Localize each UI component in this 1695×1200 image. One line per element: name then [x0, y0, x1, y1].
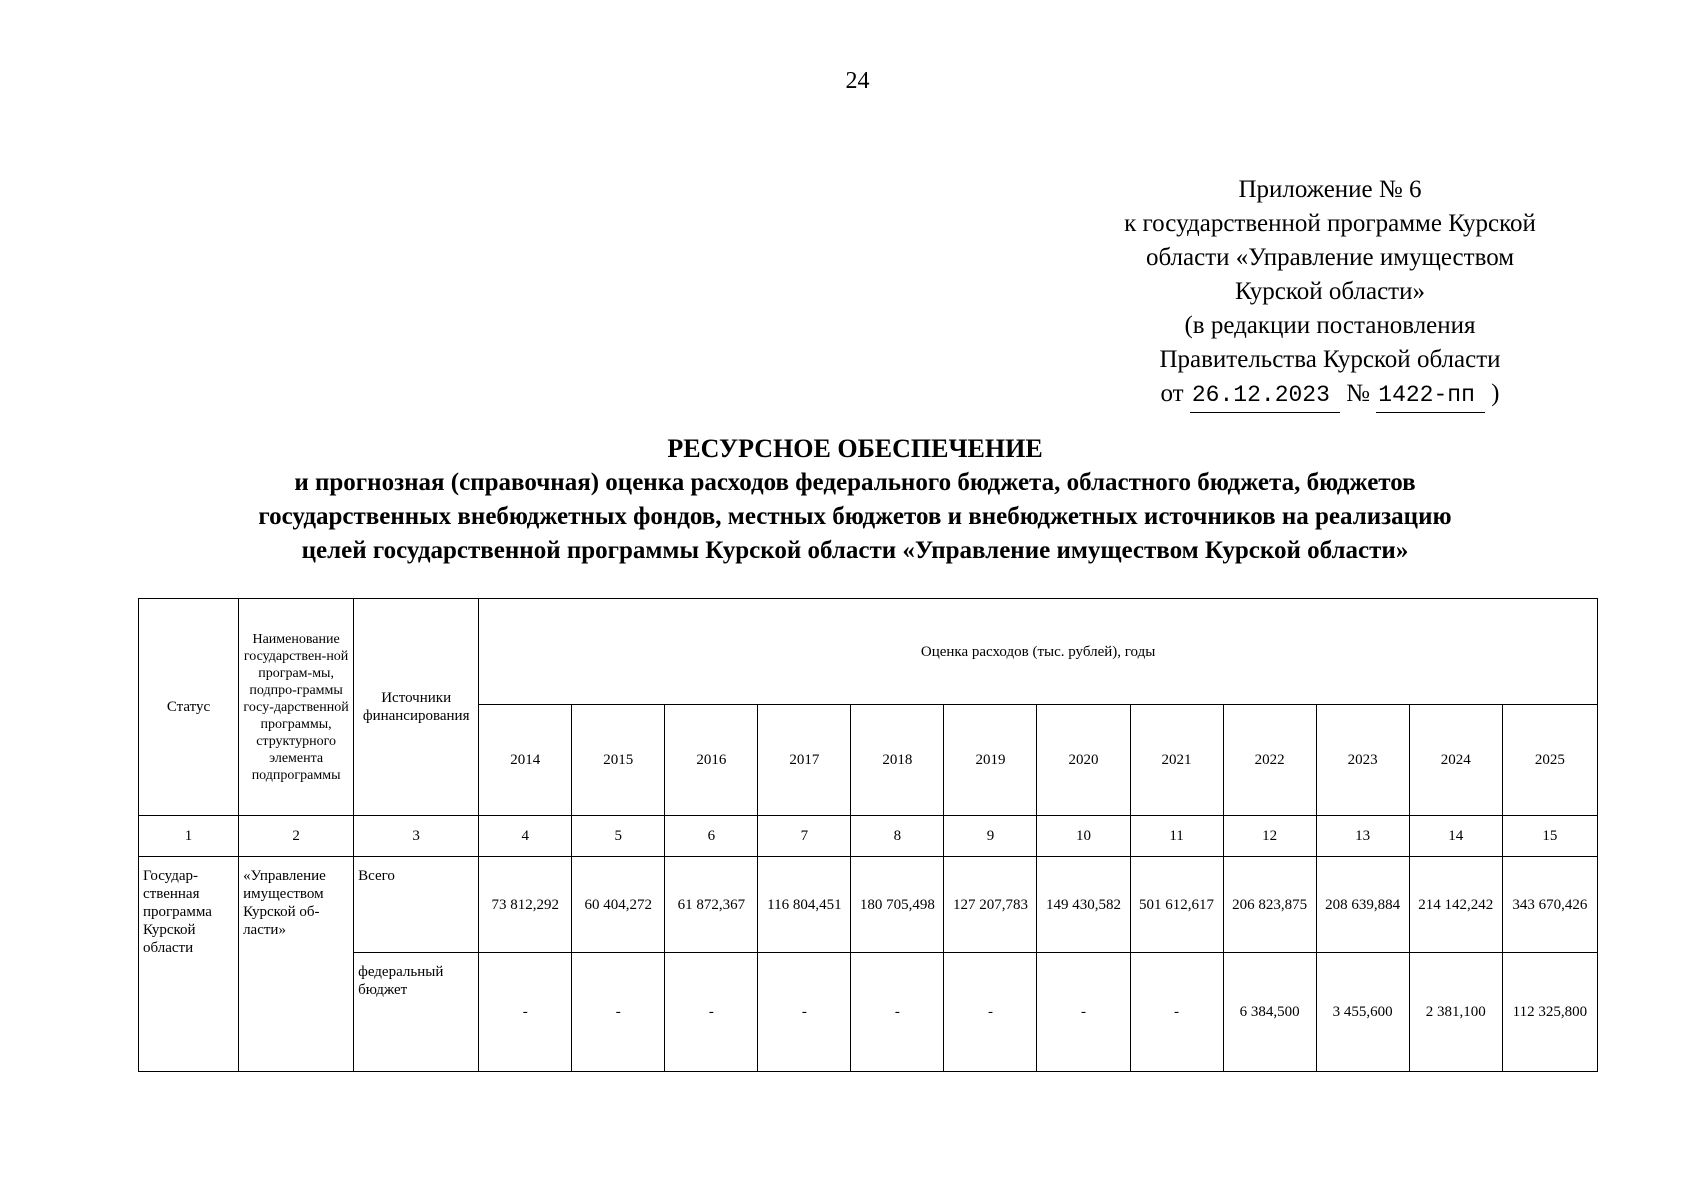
column-number: 10 — [1037, 816, 1130, 857]
column-number: 14 — [1409, 816, 1502, 857]
header-status: Статус — [139, 599, 239, 816]
appendix-line: (в редакции постановления — [1184, 312, 1476, 339]
document-title — [140, 432, 1570, 568]
title-line: и прогнозная (справочная) оценка расходов федерального бюджета, областного бюджета, бюджетов — [294, 469, 1416, 496]
page-number: 24 — [845, 68, 870, 94]
title-line: государственных внебюджетных фондов, местных бюджетов и внебюджетных источников на реализацию — [258, 503, 1452, 530]
year-cell: 2022 — [1223, 705, 1316, 816]
decree-date: 26.12.2023 — [1190, 378, 1340, 413]
value-cell: 116 804,451 — [758, 857, 851, 953]
appendix-line: области «Управление имуществом — [1145, 244, 1515, 271]
value-cell: - — [1037, 953, 1130, 1072]
column-number: 2 — [239, 816, 354, 857]
value-cell: 127 207,783 — [944, 857, 1037, 953]
value-cell: 343 670,426 — [1502, 857, 1597, 953]
value-cell: 112 325,800 — [1502, 953, 1597, 1072]
column-number: 4 — [479, 816, 572, 857]
column-number: 9 — [944, 816, 1037, 857]
table-row — [139, 857, 1598, 953]
column-number: 13 — [1316, 816, 1409, 857]
value-cell: 61 872,367 — [665, 857, 758, 953]
value-cell: 180 705,498 — [851, 857, 944, 953]
column-number: 11 — [1130, 816, 1223, 857]
value-cell: - — [851, 953, 944, 1072]
table-row — [139, 953, 1598, 1072]
column-number: 1 — [139, 816, 239, 857]
header-estimate: Оценка расходов (тыс. рублей), годы — [479, 599, 1598, 705]
value-cell: 2 381,100 — [1409, 953, 1502, 1072]
value-cell: - — [665, 953, 758, 1072]
value-cell: 73 812,292 — [479, 857, 572, 953]
value-cell: 6 384,500 — [1223, 953, 1316, 1072]
value-cell: 60 404,272 — [572, 857, 665, 953]
year-cell: 2023 — [1316, 705, 1409, 816]
year-cell: 2014 — [479, 705, 572, 816]
value-cell: 206 823,875 — [1223, 857, 1316, 953]
from-label: от — [1160, 380, 1184, 407]
row-source: федеральный бюджет — [354, 953, 479, 1072]
number-label: № — [1346, 380, 1371, 407]
year-cell: 2024 — [1409, 705, 1502, 816]
value-cell: 208 639,884 — [1316, 857, 1409, 953]
row-name: «Управление имуществом Курской об-ласти» — [239, 857, 354, 1072]
appendix-line: Правительства Курской области — [1159, 346, 1501, 373]
value-cell: - — [479, 953, 572, 1072]
appendix-line: Приложение № 6 — [1238, 176, 1422, 203]
year-cell: 2021 — [1130, 705, 1223, 816]
year-cell: 2015 — [572, 705, 665, 816]
year-cell: 2018 — [851, 705, 944, 816]
appendix-block — [1080, 173, 1580, 413]
decree-number: 1422-пп — [1376, 378, 1485, 413]
close-paren: ) — [1491, 380, 1500, 407]
resource-table — [138, 598, 1598, 1072]
title-line: целей государственной программы Курской области «Управление имуществом Курской области» — [301, 537, 1409, 564]
table-header-row — [139, 599, 1598, 705]
value-cell: 3 455,600 — [1316, 953, 1409, 1072]
row-status: Государ-ственная программа Курской области — [139, 857, 239, 1072]
main-title: РЕСУРСНОЕ ОБЕСПЕЧЕНИЕ — [667, 434, 1043, 463]
value-cell: 501 612,617 — [1130, 857, 1223, 953]
column-number: 5 — [572, 816, 665, 857]
column-number: 6 — [665, 816, 758, 857]
header-name: Наименование государствен-ной програм-мы, подпро-граммы госу-дарственной программы, структурного элемента подпрограммы — [239, 599, 354, 816]
value-cell: 149 430,582 — [1037, 857, 1130, 953]
appendix-line: Курской области» — [1235, 278, 1425, 305]
table-index-row — [139, 816, 1598, 857]
year-cell: 2017 — [758, 705, 851, 816]
column-number: 3 — [354, 816, 479, 857]
header-sources: Источники финансирования — [354, 599, 479, 816]
value-cell: - — [944, 953, 1037, 1072]
column-number: 8 — [851, 816, 944, 857]
value-cell: 214 142,242 — [1409, 857, 1502, 953]
year-cell: 2016 — [665, 705, 758, 816]
appendix-line: к государственной программе Курской — [1124, 210, 1536, 237]
column-number: 15 — [1502, 816, 1597, 857]
year-cell: 2025 — [1502, 705, 1597, 816]
column-number: 7 — [758, 816, 851, 857]
value-cell: - — [572, 953, 665, 1072]
year-cell: 2019 — [944, 705, 1037, 816]
value-cell: - — [1130, 953, 1223, 1072]
year-cell: 2020 — [1037, 705, 1130, 816]
column-number: 12 — [1223, 816, 1316, 857]
decree-reference — [1080, 377, 1580, 413]
row-source: Всего — [354, 857, 479, 953]
value-cell: - — [758, 953, 851, 1072]
